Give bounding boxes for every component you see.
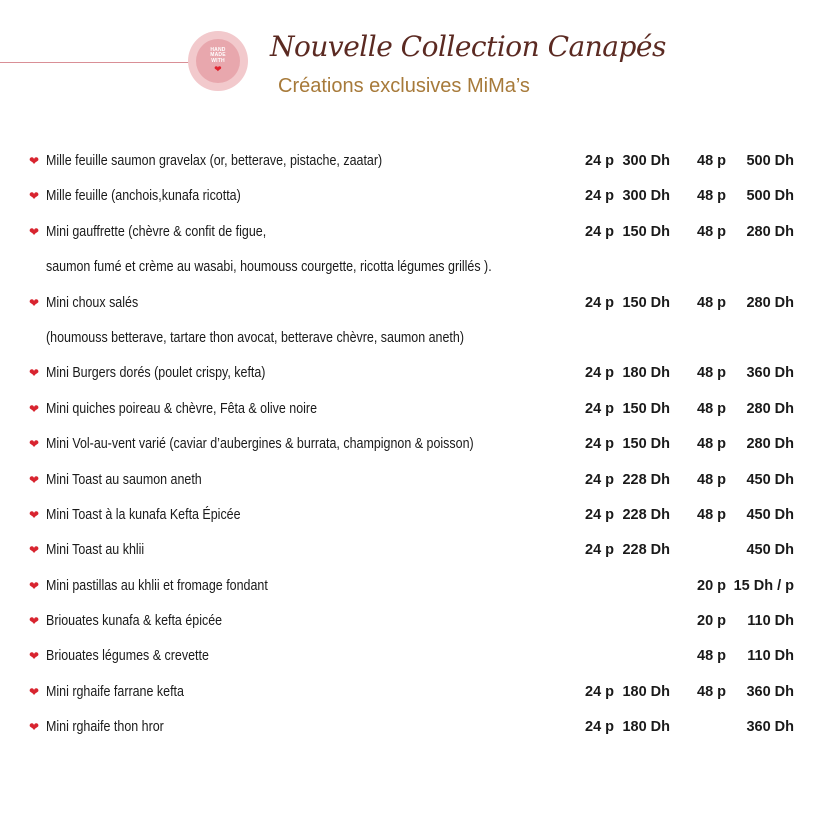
quantity-large: 48 p <box>697 506 727 523</box>
quantity-small: 24 p <box>585 223 615 240</box>
price-large: 500 Dh <box>746 153 794 169</box>
item-description: (houmouss betterave, tartare thon avocat, betterave chèvre, saumon aneth) <box>46 329 464 346</box>
badge-line2: MADE <box>210 52 226 59</box>
price-small: 300 Dh <box>622 153 670 169</box>
item-name: Mini Toast à la kunafa Kefta Épicée <box>46 506 241 523</box>
menu-item <box>0 464 827 499</box>
quantity-small: 24 p <box>585 542 615 559</box>
menu-item <box>0 357 827 392</box>
quantity-large: 48 p <box>697 365 727 382</box>
menu-item <box>0 605 827 640</box>
page-title: Nouvelle Collection Canapés <box>270 30 666 63</box>
menu-item <box>0 534 827 569</box>
price-large: 280 Dh <box>746 400 794 417</box>
heart-icon: ❤ <box>29 684 40 699</box>
heart-icon: ❤ <box>29 507 40 522</box>
quantity-small: 24 p <box>585 400 615 417</box>
menu-item <box>0 676 827 711</box>
price-small: 150 Dh <box>622 400 670 417</box>
quantity-small: 24 p <box>585 506 615 523</box>
menu-item-continuation <box>0 251 827 286</box>
item-name: Mille feuille saumon gravelax (or, betterave, pistache, zaatar) <box>46 153 383 169</box>
price-small: 150 Dh <box>622 294 670 311</box>
quantity-large: 48 p <box>697 223 727 240</box>
heart-icon: ❤ <box>29 189 40 204</box>
heart-icon: ❤ <box>29 543 40 558</box>
price-small: 150 Dh <box>622 223 670 240</box>
quantity-small: 24 p <box>585 365 615 382</box>
price-large: 280 Dh <box>746 223 794 240</box>
item-name: Mini pastillas au khlii et fromage fondant <box>46 577 268 594</box>
quantity-large: 48 p <box>697 683 727 700</box>
menu-item <box>0 216 827 251</box>
price-small: 180 Dh <box>622 683 670 700</box>
item-name: Mini gauffrette (chèvre & confit de figue, <box>46 223 267 240</box>
quantity-small: 24 p <box>585 436 615 453</box>
quantity-large: 48 p <box>697 436 727 453</box>
menu-item <box>0 287 827 322</box>
item-description: saumon fumé et crème au wasabi, houmouss courgette, ricotta légumes grillés ). <box>46 259 492 276</box>
menu-item <box>0 393 827 428</box>
price-large: 360 Dh <box>746 683 794 700</box>
heart-icon: ❤ <box>29 366 40 381</box>
handmade-badge <box>188 31 248 91</box>
header-divider <box>0 62 190 63</box>
heart-icon: ❤ <box>29 401 40 416</box>
menu-item <box>0 428 827 463</box>
item-name: Mini Toast au khlii <box>46 542 145 559</box>
quantity-small: 24 p <box>585 471 615 488</box>
quantity-large: 48 p <box>697 153 727 169</box>
heart-icon: ❤ <box>29 224 40 239</box>
item-name: Mini Vol-au-vent varié (caviar d’aubergines & burrata, champignon & poisson) <box>46 436 474 453</box>
heart-icon: ❤ <box>29 295 40 310</box>
price-large: 500 Dh <box>746 188 794 205</box>
menu-item <box>0 640 827 675</box>
price-large: 110 Dh <box>747 648 794 665</box>
item-name: Mini choux salés <box>46 294 139 311</box>
price-small: 228 Dh <box>622 542 670 559</box>
item-name: Mini quiches poireau & chèvre, Fêta & olive noire <box>46 400 318 417</box>
quantity-small: 24 p <box>585 683 615 700</box>
quantity-small: 24 p <box>585 153 615 169</box>
quantity-small: 24 p <box>585 719 615 736</box>
heart-icon: ❤ <box>29 649 40 664</box>
price-small: 180 Dh <box>622 365 670 382</box>
quantity-large: 48 p <box>697 400 727 417</box>
item-name: Mini Toast au saumon aneth <box>46 471 202 488</box>
heart-icon: ❤ <box>29 614 40 629</box>
heart-icon: ❤ <box>29 578 40 593</box>
page-subtitle: Créations exclusives MiMa’s <box>278 75 530 97</box>
badge-line1: HAND <box>210 46 226 53</box>
item-name: Mini Burgers dorés (poulet crispy, kefta) <box>46 365 266 382</box>
menu-list <box>0 145 827 747</box>
price-large: 450 Dh <box>746 471 794 488</box>
item-name: Briouates kunafa & kefta épicée <box>46 613 223 630</box>
badge-line3: WITH <box>211 57 225 64</box>
price-large: 280 Dh <box>746 436 794 453</box>
menu-item <box>0 499 827 534</box>
heart-icon: ❤ <box>29 720 40 735</box>
menu-item <box>0 180 827 215</box>
quantity-large: 48 p <box>697 471 727 488</box>
quantity-small: 24 p <box>585 294 615 311</box>
price-large: 110 Dh <box>747 613 794 630</box>
menu-item <box>0 711 827 746</box>
heart-icon: ❤ <box>214 64 222 75</box>
heart-icon: ❤ <box>29 437 40 452</box>
quantity-large: 48 p <box>697 294 727 311</box>
price-small: 150 Dh <box>622 436 670 453</box>
price-large: 450 Dh <box>746 542 794 559</box>
item-name: Mille feuille (anchois,kunafa ricotta) <box>46 188 241 205</box>
price-large: 15 Dh / p <box>733 577 794 594</box>
heart-icon: ❤ <box>29 472 40 487</box>
quantity-large: 48 p <box>697 188 727 205</box>
quantity-large: 20 p <box>697 613 727 630</box>
menu-item <box>0 570 827 605</box>
price-large: 450 Dh <box>746 506 794 523</box>
quantity-small: 24 p <box>585 188 615 205</box>
quantity-large: 20 p <box>697 577 727 594</box>
price-small: 300 Dh <box>622 188 670 205</box>
price-small: 228 Dh <box>622 471 670 488</box>
item-name: Briouates légumes & crevette <box>46 648 209 665</box>
badge-inner <box>196 39 240 83</box>
price-small: 228 Dh <box>622 506 670 523</box>
menu-item <box>0 145 827 180</box>
item-name: Mini rghaife thon hror <box>46 719 164 736</box>
menu-item-continuation <box>0 322 827 357</box>
heart-icon: ❤ <box>29 154 40 168</box>
price-large: 360 Dh <box>746 719 794 736</box>
item-name: Mini rghaife farrane kefta <box>46 683 184 700</box>
price-small: 180 Dh <box>622 719 670 736</box>
quantity-large: 48 p <box>697 648 727 665</box>
price-large: 360 Dh <box>746 365 794 382</box>
price-large: 280 Dh <box>746 294 794 311</box>
